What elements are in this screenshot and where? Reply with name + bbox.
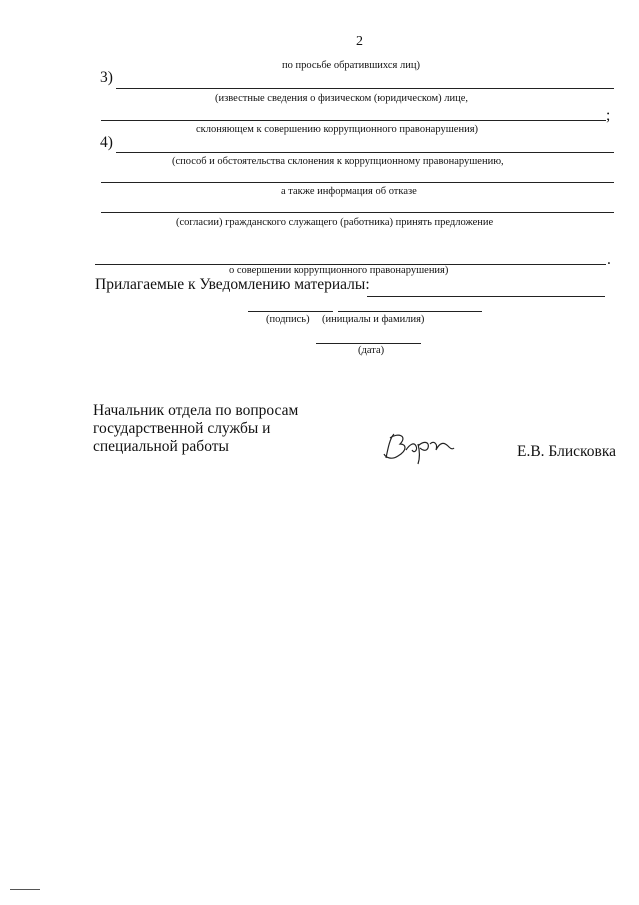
- item-3-line-1: [116, 88, 614, 89]
- date-line: [316, 343, 421, 344]
- name-line: [338, 311, 482, 312]
- item-4-caption-2: а также информация об отказе: [281, 186, 417, 197]
- item-3-caption-2: склоняющем к совершению коррупционного правонарушения): [196, 124, 479, 135]
- item-4-line-end: .: [607, 251, 611, 268]
- caption-initials-surname: (инициалы и фамилия): [322, 314, 425, 325]
- attachments-label: Прилагаемые к Уведомлению материалы:: [95, 276, 370, 293]
- signature-line: [248, 311, 333, 312]
- item-4-caption-1: (способ и обстоятельства склонения к коррупционному правонарушению,: [172, 156, 504, 167]
- item-3-marker: 3): [100, 69, 113, 86]
- item-4-line-1: [116, 152, 614, 153]
- item-3-line-end: ;: [606, 107, 611, 124]
- item-4-marker: 4): [100, 134, 113, 151]
- margin-mark: [10, 889, 40, 890]
- caption-signature: (подпись): [266, 314, 310, 325]
- item-4-caption-4: о совершении коррупционного правонарушения): [229, 265, 449, 276]
- caption-date: (дата): [358, 345, 385, 356]
- item-3-line-2: [101, 120, 606, 121]
- item-4-caption-3: (согласии) гражданского служащего (работника) принять предложение: [176, 217, 494, 228]
- official-position-line-2: государственной службы и: [93, 420, 271, 437]
- item-4-line-2: [101, 182, 614, 183]
- official-position-line-1: Начальник отдела по вопросам: [93, 402, 299, 419]
- handwritten-signature: [378, 428, 458, 468]
- official-position-line-3: специальной работы: [93, 438, 229, 455]
- item-3-caption-1: (известные сведения о физическом (юридическом) лице,: [215, 93, 469, 104]
- caption-request-persons: по просьбе обратившихся лиц): [282, 60, 420, 71]
- official-name: Е.В. Блисковка: [517, 443, 617, 460]
- page-number: 2: [356, 34, 363, 49]
- item-4-line-3: [101, 212, 614, 213]
- attachments-line: [367, 296, 605, 297]
